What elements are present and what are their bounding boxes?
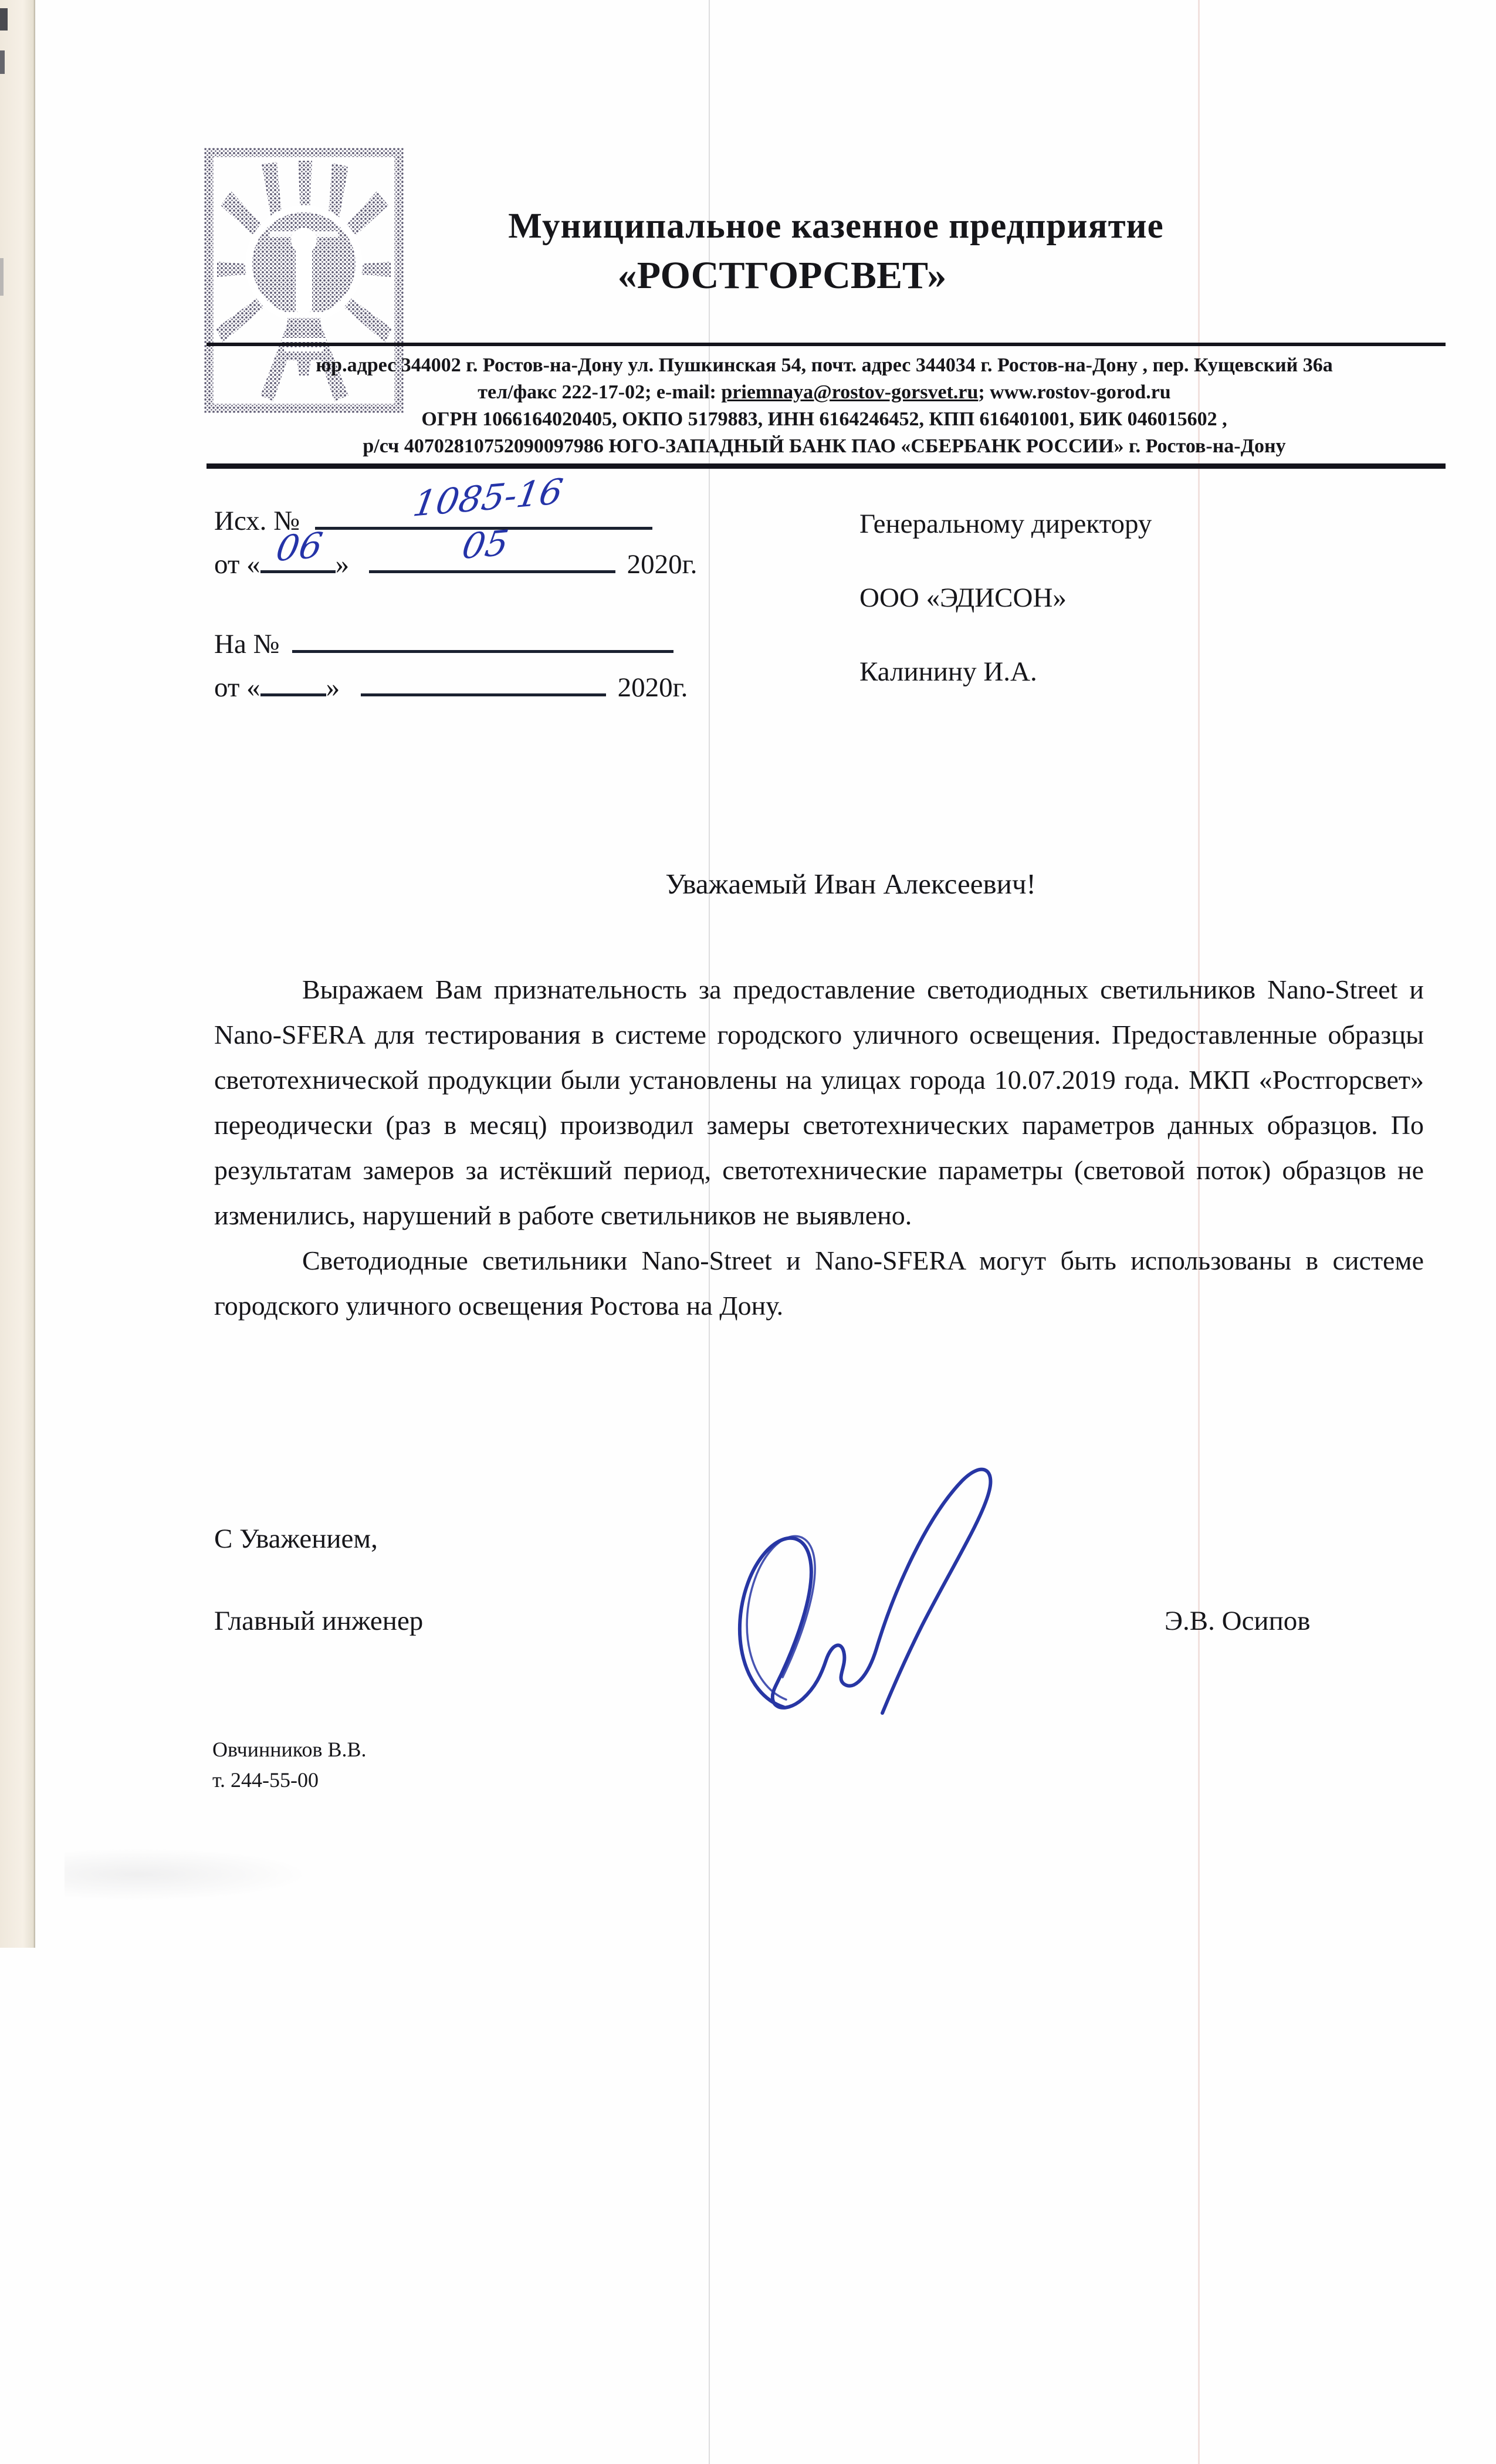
body-paragraph-2: Светодиодные светильники Nano-Street и Nano-SFERA могут быть использованы в системе городского уличного освещения Ростова на Дону. (214, 1245, 1424, 1321)
contacts-line (176, 379, 1473, 406)
date-prefix: от « (214, 672, 260, 703)
letterhead-title (405, 207, 1267, 298)
recipient-name: Калинину И.А. (859, 656, 1037, 687)
email-link: priemnaya@rostov-gorsvet.ru (721, 381, 979, 403)
incoming-number-label: На № (214, 629, 280, 659)
executor-name: Овчинников В.В. (212, 1738, 367, 1761)
outgoing-month-handwritten: 05 (459, 522, 512, 568)
org-type: Муниципальное казенное предприятие (508, 207, 1164, 246)
quote-close: » (335, 549, 350, 580)
outgoing-year: 2020г. (627, 549, 698, 580)
signature-ink (720, 1442, 1067, 1718)
org-name: «РОСТГОРСВЕТ» (617, 254, 947, 297)
executor-block (212, 1734, 366, 1795)
signature (720, 1442, 1067, 1718)
scan-edge-mark (0, 8, 8, 31)
scan-edge-mark (0, 50, 5, 74)
recipient-company: ООО «ЭДИСОН» (859, 583, 1067, 613)
body-paragraph-1: Выражаем Вам признательность за предоставление светодиодных светильников Nano-Street и Nano-SFERA для тестирования в системе городского уличного освещения. Предоставленные образцы светотехнической продукции были установлены на улицах города 10.07.2019 года. МКП «Ростгорсвет» переодически (раз в месяц) производил замеры светотехнических параметров данных образцов. По результатам замеров за истёкший период, светотехнические параметры (световой поток) образцов не изменились, нарушений в работе светильников не выявлено. (214, 974, 1424, 1230)
header-rule-top (207, 343, 1446, 346)
recipient-block (859, 508, 1152, 730)
executor-phone: т. 244-55-00 (212, 1768, 319, 1792)
date-prefix: от « (214, 549, 260, 580)
outgoing-month-line (369, 522, 615, 573)
letterhead-details (176, 352, 1473, 460)
contacts-suffix: ; www.rostov-gorod.ru (978, 381, 1171, 403)
scan-edge-strip (0, 0, 35, 1948)
registration-line: ОГРН 1066164020405, ОКПО 5179883, ИНН 6164246452, КПП 616401001, БИК 046015602 , (421, 408, 1227, 430)
incoming-number-row (214, 621, 673, 660)
outgoing-day-handwritten: 06 (273, 524, 326, 570)
scan-edge-mark (0, 258, 4, 296)
quote-close: » (326, 672, 340, 703)
salutation: Уважаемый Иван Алексеевич! (665, 868, 1036, 900)
letter-body (214, 967, 1424, 1328)
scan-smudge (65, 1848, 311, 1901)
incoming-month-line (361, 664, 606, 696)
legal-address: юр.адрес 344002 г. Ростов-на-Дону ул. Пушкинская 54, почт. адрес 344034 г. Ростов-на-Дону , пер. Кущевский 36а (316, 354, 1333, 376)
outgoing-day-line (260, 524, 336, 573)
incoming-year: 2020г. (617, 672, 688, 703)
signer-position: Главный инженер (214, 1606, 424, 1636)
signer-name: Э.В. Осипов (1165, 1606, 1311, 1636)
outgoing-number-handwritten: 1085-16 (409, 471, 566, 525)
outgoing-date-row (214, 522, 698, 580)
incoming-day-line (260, 664, 326, 696)
closing: С Уважением, (214, 1524, 378, 1554)
header-rule-bottom (207, 463, 1446, 469)
incoming-date-row (214, 664, 688, 703)
incoming-number-line (292, 621, 673, 653)
outgoing-number-label: Исх. № (214, 506, 300, 536)
contacts-prefix: тел/факс 222-17-02; e-mail: (478, 381, 722, 403)
bank-line: р/сч 40702810752090097986 ЮГО-ЗАПАДНЫЙ БАНК ПАО «СБЕРБАНК РОССИИ» г. Ростов-на-Дону (363, 435, 1286, 457)
recipient-position: Генеральному директору (859, 509, 1152, 539)
